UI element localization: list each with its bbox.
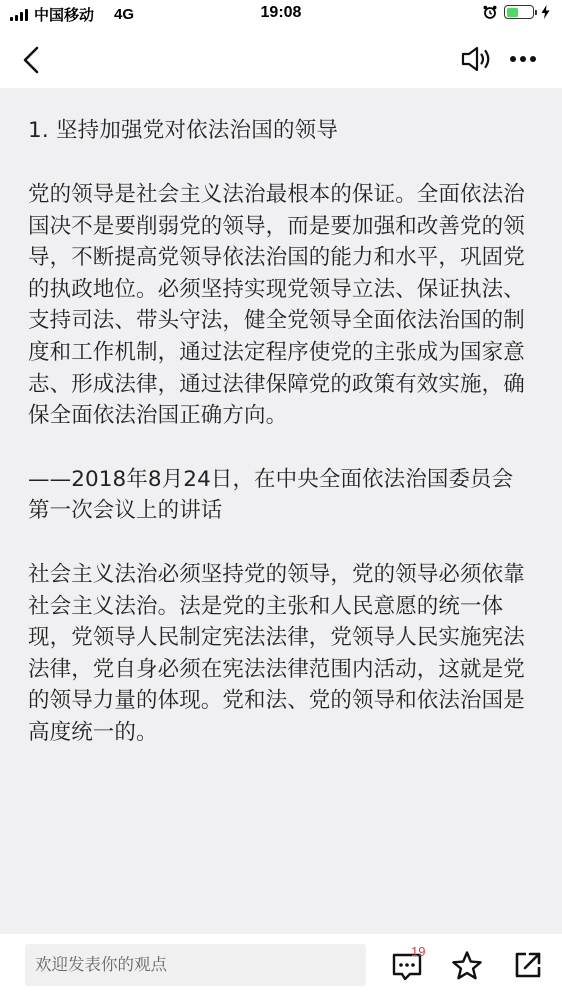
status-time: 19:08 (260, 4, 302, 21)
bottom-toolbar (0, 934, 562, 999)
network-type: 4G (114, 6, 135, 23)
article-content[interactable] (0, 88, 562, 934)
comment-count-badge: 19 (411, 944, 426, 959)
status-bar (0, 0, 562, 30)
article-body (0, 88, 562, 749)
star-icon (450, 949, 484, 983)
carrier-name: 中国移动 (34, 7, 95, 24)
article-heading: 1. 坚持加强党对依法治国的领导 (28, 118, 339, 143)
comment-input[interactable]: 欢迎发表你的观点 (25, 944, 366, 986)
more-dots-icon (506, 44, 540, 74)
favorite-button[interactable] (450, 949, 484, 983)
battery-icon (504, 5, 534, 19)
alarm-icon (483, 5, 497, 19)
chevron-left-icon (14, 42, 50, 78)
speaker-icon (460, 44, 494, 74)
nav-bar (0, 30, 562, 88)
back-button[interactable] (14, 42, 50, 78)
charging-bolt-icon (541, 5, 550, 19)
share-icon (513, 950, 543, 980)
share-button[interactable] (513, 950, 543, 980)
article-paragraph: 党的领导是社会主义法治最根本的保证。全面依法治国决不是要削弱党的领导，而是要加强和改善党的领导，不断提高党领导依法治国的能力和水平，巩固党的执政地位。必须坚持实现党领导立法、保证执法、支持司法、带头守法，健全党领导全面依法治国的制度和工作机制，通过法定程序使党的主张成为国家意志、形成法律，通过法律保障党的政策有效实施，确保全面依法治国正确方向。 (28, 182, 525, 429)
status-right (483, 5, 550, 19)
article-paragraph: 社会主义法治必须坚持党的领导，党的领导必须依靠社会主义法治。法是党的主张和人民意愿的统一体现，党领导人民制定宪法法律，党领导人民实施宪法法律，党自身必须在宪法法律范围内活动，这就是党的领导力量的体现。党和法、党的领导和依法治国是高度统一的。 (28, 561, 525, 745)
article-quote-source: ——2018年8月24日，在中央全面依法治国委员会第一次会议上的讲话 (28, 466, 514, 524)
more-button[interactable] (506, 44, 540, 74)
battery-cap (535, 10, 537, 15)
battery-fill (507, 8, 518, 17)
speaker-button[interactable] (460, 44, 494, 74)
